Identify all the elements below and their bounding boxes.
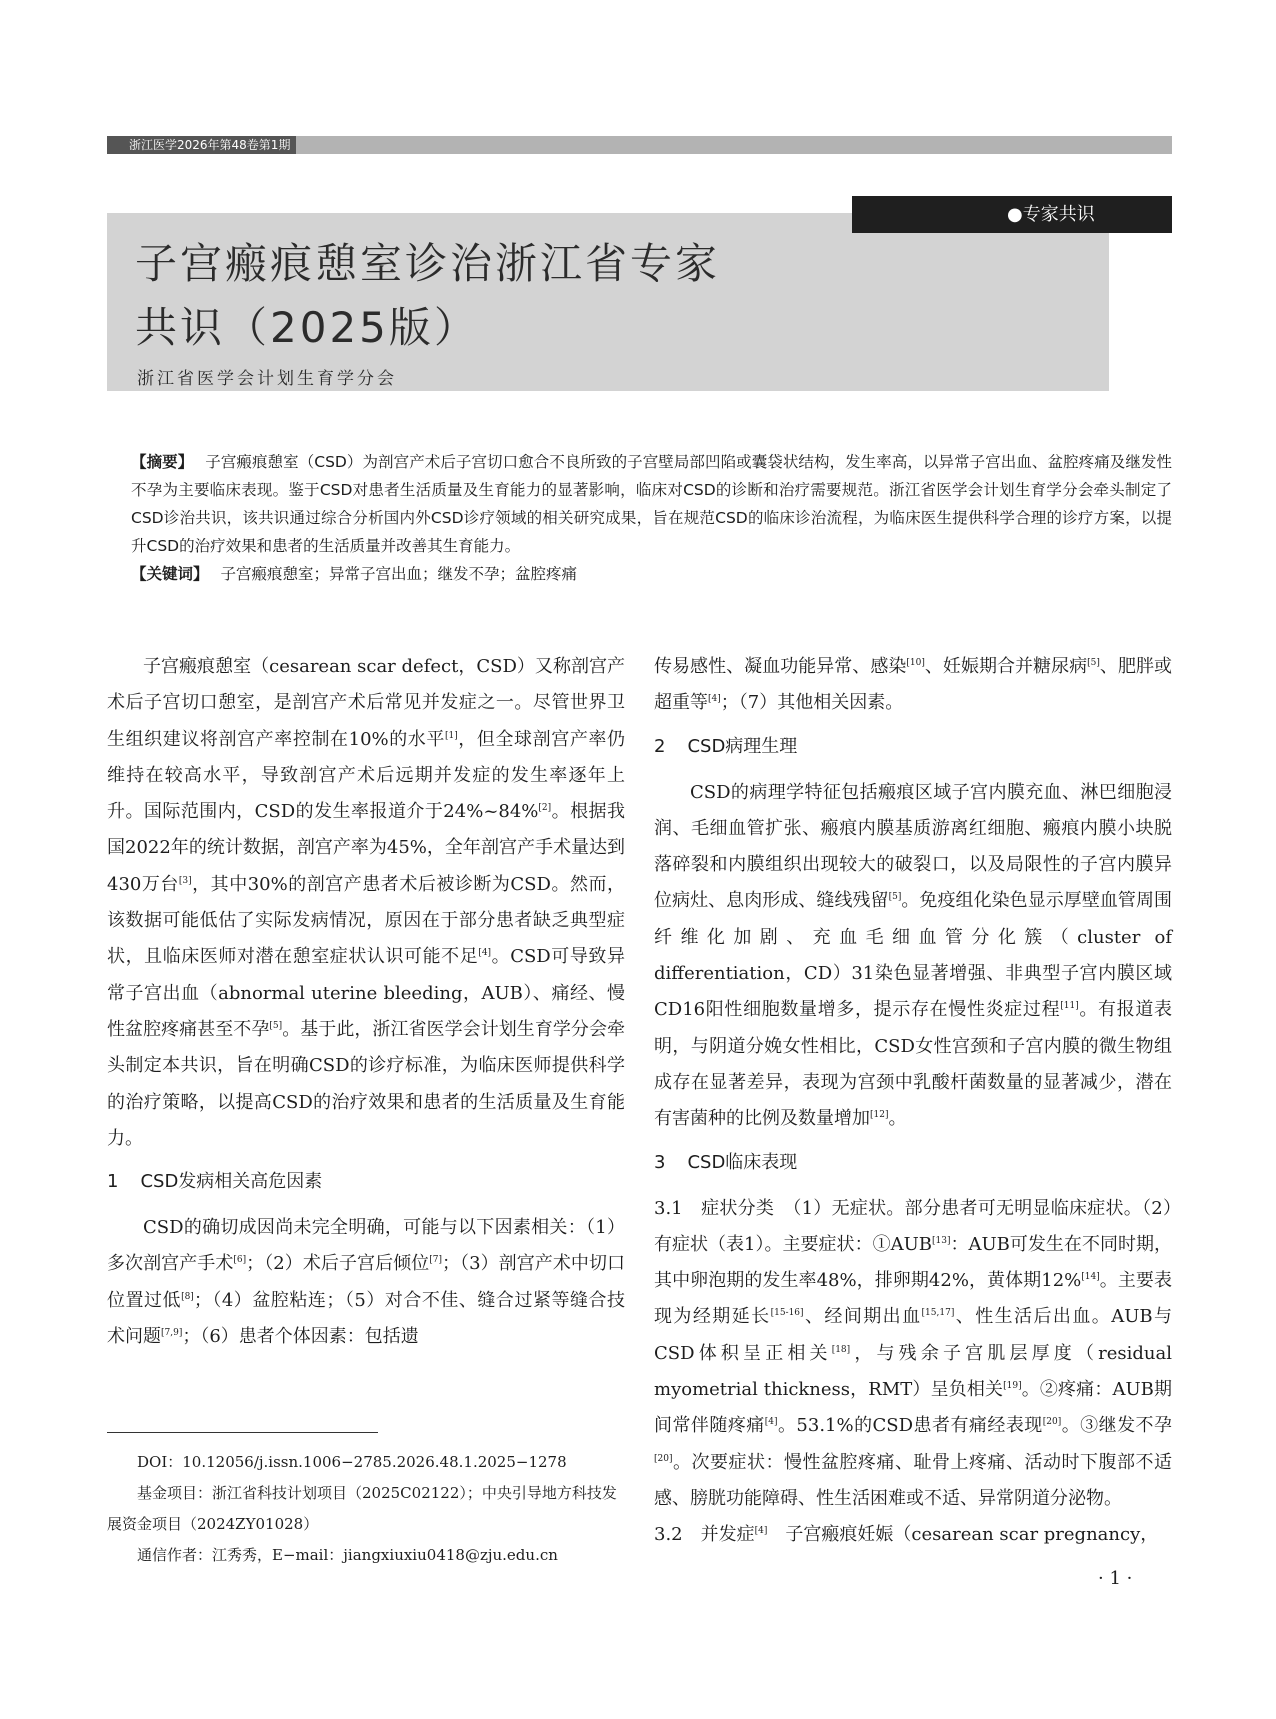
- abstract-paragraph: [107, 448, 1172, 560]
- citation[interactable]: [15,17]: [921, 1308, 955, 1319]
- pathophysiology-paragraph: CSD的病理学特征包括瘢痕区域子宫内膜充血、淋巴细胞浸润、毛细血管扩张、瘢痕内膜基质游离红细胞、瘢痕内膜小块脱落碎裂和内膜组织出现较大的破裂口，以及局限性的子宫内膜异位病灶、息肉形成、缝线残留[5]。免疫组化染色显示厚壁血管周围纤维化加剧、充血毛细血管分化簇（cluster of differentiation，CD）31染色显著增强、非典型子宫内膜区域CD16阳性细胞数量增多，提示存在慢性炎症过程[11]。有报道表明，与阴道分娩女性相比，CSD女性宫颈和子宫内膜的微生物组成存在显著差异，表现为宫颈中乳酸杆菌数量的显著减少，潜在有害菌种的比例及数量增加[12]。: [654, 781, 1173, 1130]
- citation[interactable]: [20]: [1042, 1417, 1062, 1428]
- abstract: [107, 448, 1172, 588]
- article-title: [135, 232, 720, 360]
- page-number: · 1 ·: [1098, 1568, 1133, 1589]
- right-column: [654, 649, 1172, 1554]
- complications-paragraph: 3.2 并发症[4] 子宫瘢痕妊娠（cesarean scar pregnancy，: [654, 1524, 1159, 1546]
- citation[interactable]: [6]: [233, 1255, 247, 1266]
- intro-paragraph: 子宫瘢痕憩室（cesarean scar defect，CSD）又称剖宫产术后子宫切口憩室，是剖宫产术后常见并发症之一。尽管世界卫生组织建议将剖宫产率控制在10%的水平[1]，但全球剖宫产率仍维持在较高水平，导致剖宫产术后远期并发症的发生率逐年上升。国际范围内，CSD的发生率报道介于24%~84%[2]。根据我国2022年的统计数据，剖宫产率为45%，全年剖宫产手术量达到430万台[3]，其中30%的剖宫产患者术后被诊断为CSD。然而，该数据可能低估了实际发病情况，原因在于部分患者缺乏典型症状，且临床医师对潜在憩室症状认识可能不足[4]。CSD可导致异常子宫出血（abnormal uterine bleeding，AUB）、痛经、慢性盆腔疼痛甚至不孕[5]。基于此，浙江省医学会计划生育学分会牵头制定本共识，旨在明确CSD的诊疗标准，为临床医师提供科学的治疗策略，以提高CSD的治疗效果和患者的生活质量及生育能力。: [107, 656, 626, 1149]
- citation[interactable]: [4]: [478, 948, 492, 959]
- keywords-text: 子宫瘢痕憩室；异常子宫出血；继发不孕；盆腔疼痛: [220, 565, 578, 583]
- section-heading-1: 1 CSD发病相关高危因素: [107, 1171, 323, 1193]
- title-line-2: 共识（2025版）: [135, 303, 479, 352]
- citation[interactable]: [13]: [932, 1235, 951, 1246]
- risk-factors-continued: 传易感性、凝血功能异常、感染[10]、妊娠期合并糖尿病[5]、肥胖或超重等[4]；（7）其他相关因素。: [654, 656, 1173, 714]
- citation[interactable]: [12]: [870, 1110, 889, 1121]
- risk-factors-paragraph: CSD的确切成因尚未完全明确，可能与以下因素相关：（1）多次剖宫产手术[6]；（2）术后子宫后倾位[7]；（3）剖宫产术中切口位置过低[8]；（4）盆腔粘连；（5）对合不佳、缝合过紧等缝合技术问题[7,9]；（6）患者个体因素：包括遗: [107, 1217, 626, 1348]
- keywords-paragraph: [107, 560, 1172, 588]
- citation[interactable]: [5]: [1087, 658, 1100, 668]
- footnote: [107, 1447, 625, 1571]
- citation[interactable]: [7,9]: [161, 1328, 183, 1339]
- citation[interactable]: [4]: [708, 694, 721, 705]
- citation[interactable]: [10]: [906, 658, 925, 668]
- section-heading-3: 3 CSD临床表现: [654, 1151, 798, 1173]
- citation[interactable]: [11]: [1060, 1001, 1079, 1012]
- keywords-label: 【关键词】: [131, 565, 209, 583]
- citation[interactable]: [5]: [888, 892, 902, 903]
- symptoms-paragraph: 3.1 症状分类 （1）无症状。部分患者可无明显临床症状。（2）有症状（表1）。主要症状：①AUB[13]：AUB可发生在不同时期，其中卵泡期的发生率48%，排卵期42%，黄体期12%[14]。主要表现为经期延长[15-16]、经间期出血[15,17]、性生活后出血。AUB与CSD体积呈正相关[18]，与残余子宫肌层厚度（residual myometrial thickness，RMT）呈负相关[19]。②疼痛：AUB期间常伴随疼痛[4]。53.1%的CSD患者有痛经表现[20]。③继发不孕[20]。次要症状：慢性盆腔疼痛、耻骨上疼痛、活动时下腹部不适感、膀胱功能障碍、性生活困难或不适、异常阴道分泌物。: [654, 1197, 1173, 1509]
- citation[interactable]: [1]: [444, 730, 458, 741]
- citation[interactable]: [20]: [654, 1453, 673, 1464]
- journal-issue-label: 浙江医学2026年第48卷第1期: [107, 136, 296, 154]
- left-column: [107, 649, 625, 1355]
- citation[interactable]: [5]: [269, 1020, 283, 1031]
- corresponding-author[interactable]: 通信作者：江秀秀，E−mail：jiangxiuxiu0418@zju.edu.cn: [137, 1546, 558, 1564]
- abstract-label: 【摘要】: [131, 453, 194, 471]
- author-organization: 浙江省医学会计划生育学分会: [137, 369, 397, 389]
- section-badge: ●专家共识: [852, 196, 1172, 233]
- section-heading-2: 2 CSD病理生理: [654, 735, 798, 757]
- citation[interactable]: [14]: [1081, 1272, 1100, 1283]
- footnote-rule: [107, 1432, 378, 1433]
- citation[interactable]: [8]: [181, 1291, 194, 1302]
- title-line-1: 子宫瘢痕憩室诊治浙江省专家: [135, 239, 721, 288]
- citation[interactable]: [2]: [538, 803, 552, 814]
- citation[interactable]: [15-16]: [770, 1308, 804, 1319]
- citation[interactable]: [19]: [1003, 1381, 1022, 1392]
- doi[interactable]: DOI：10.12056/j.issn.1006−2785.2026.48.1.2025−1278: [137, 1453, 567, 1471]
- funding: 基金项目：浙江省科技计划项目（2025C02122）；中央引导地方科技发展资金项目（2024ZY01028）: [107, 1484, 617, 1533]
- citation[interactable]: [4]: [754, 1526, 768, 1537]
- citation[interactable]: [4]: [764, 1417, 778, 1428]
- citation[interactable]: [18]: [831, 1344, 851, 1355]
- citation[interactable]: [7]: [429, 1255, 442, 1266]
- abstract-text: 子宫瘢痕憩室（CSD）为剖宫产术后子宫切口愈合不良所致的子宫壁局部凹陷或囊袋状结构，发生率高，以异常子宫出血、盆腔疼痛及继发性不孕为主要临床表现。鉴于CSD对患者生活质量及生育能力的显著影响，临床对CSD的诊断和治疗需要规范。浙江省医学会计划生育学分会牵头制定了CSD诊治共识，该共识通过综合分析国内外CSD诊疗领域的相关研究成果，旨在规范CSD的临床诊治流程，为临床医生提供科学合理的诊疗方案，以提升CSD的治疗效果和患者的生活质量并改善其生育能力。: [131, 453, 1172, 555]
- citation[interactable]: [3]: [178, 875, 192, 886]
